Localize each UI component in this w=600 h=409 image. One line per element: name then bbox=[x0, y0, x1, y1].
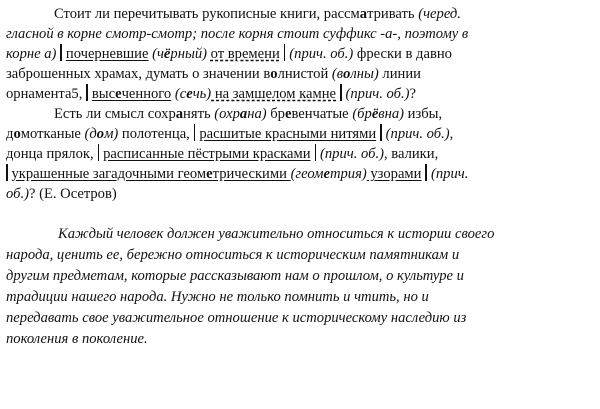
phrase-boundary-bar bbox=[425, 164, 427, 181]
text-run: избы, bbox=[404, 106, 443, 122]
dependent-words: на замшелом камне bbox=[211, 86, 337, 102]
comment-text: чь) bbox=[192, 86, 212, 102]
text-line bbox=[6, 84, 594, 104]
text-line bbox=[6, 144, 594, 164]
stressed-vowel: ё bbox=[163, 46, 171, 62]
text-line bbox=[6, 184, 594, 204]
comment-text: лны) bbox=[350, 66, 379, 82]
text-line: поколения в поколение. bbox=[6, 331, 148, 347]
participial-phrase: узорами bbox=[366, 166, 422, 182]
participle-word: почерневшие bbox=[65, 46, 149, 62]
comment-text: гласной в корне смотр-смотр; после корня стоит суффикс -а-, поэтому в bbox=[6, 26, 469, 42]
phrase-type-note: (прич. об.) bbox=[345, 86, 410, 102]
stressed-vowel: е bbox=[186, 86, 193, 102]
text-run: д bbox=[6, 126, 14, 142]
phrase-boundary-bar bbox=[86, 84, 88, 101]
comment-text: (охр bbox=[214, 106, 240, 122]
comment-text: корне а) bbox=[6, 46, 57, 62]
text-line: передавать свое уважительное отношение к историческому наследию из bbox=[6, 310, 467, 326]
phrase-type-note: (прич. об.) bbox=[289, 46, 354, 62]
text-line bbox=[6, 104, 594, 124]
stressed-vowel: о bbox=[343, 66, 351, 82]
text-run: донца прялок, bbox=[6, 146, 94, 162]
participial-phrase: украшенные загадочными геом bbox=[11, 166, 207, 182]
phrase-boundary-bar bbox=[380, 124, 382, 141]
participle-word: ченного bbox=[121, 86, 172, 102]
text-run: бр bbox=[266, 106, 285, 122]
text-run: полотенца, bbox=[118, 126, 190, 142]
text-line: другим предметам, которые рассказывают нам о прошлом, о культуре и bbox=[6, 268, 464, 284]
stressed-vowel: а bbox=[175, 106, 184, 122]
text-run: линии bbox=[378, 66, 421, 82]
text-run: , bbox=[449, 126, 454, 142]
text-run: Стоит ли перечитывать рукописные книги, рассм bbox=[54, 6, 360, 22]
phrase-type-note: (прич. об.) bbox=[385, 126, 450, 142]
participial-phrase: расшитые красными нитями bbox=[199, 126, 377, 142]
stressed-vowel: о bbox=[96, 126, 105, 142]
text-line: традиции нашего народа. Нужно не только помнить и чтить, но и bbox=[6, 289, 429, 305]
stressed-vowel: е bbox=[115, 86, 122, 102]
stressed-vowel: е bbox=[323, 166, 330, 182]
comment-text: на) bbox=[247, 106, 267, 122]
comment-text: (геом bbox=[290, 166, 324, 182]
phrase-type-note: (прич. об.) bbox=[320, 146, 384, 162]
text-run: нять bbox=[183, 106, 215, 122]
text-run: лнистой bbox=[277, 66, 332, 82]
text-run: орнамента5, bbox=[6, 86, 83, 102]
participle-word: выс bbox=[91, 86, 116, 102]
comment-text: трия) bbox=[329, 166, 367, 182]
comment-text: (с bbox=[171, 86, 187, 102]
text-line bbox=[6, 4, 594, 24]
comment-text: (в bbox=[331, 66, 344, 82]
stressed-vowel: ё bbox=[371, 106, 379, 122]
text-line bbox=[6, 164, 594, 184]
comment-text: (бр bbox=[352, 106, 372, 122]
text-run: Есть ли смысл сохр bbox=[54, 106, 176, 122]
paragraph-3 bbox=[6, 224, 594, 350]
text-run: фрески в давно bbox=[353, 46, 452, 62]
paragraph-1 bbox=[6, 4, 594, 104]
comment-text: (д bbox=[84, 126, 97, 142]
dependent-words: от времени bbox=[210, 46, 280, 62]
phrase-boundary-bar bbox=[315, 144, 317, 161]
participial-phrase: трическими bbox=[212, 166, 291, 182]
author-attribution: ? (Е. Осетров) bbox=[28, 186, 117, 202]
comment-text: (ч bbox=[148, 46, 164, 62]
phrase-boundary-bar bbox=[6, 164, 8, 181]
text-run: заброшенных храмах, думать о значении в bbox=[6, 66, 271, 82]
text-line bbox=[6, 64, 594, 84]
text-run: , валики, bbox=[383, 146, 439, 162]
stressed-vowel: а bbox=[239, 106, 248, 122]
phrase-boundary-bar bbox=[284, 44, 286, 61]
text-run: ? bbox=[409, 86, 416, 102]
phrase-boundary-bar bbox=[340, 84, 342, 101]
stressed-vowel: о bbox=[270, 66, 278, 82]
text-run: венчатые bbox=[291, 106, 353, 122]
phrase-boundary-bar bbox=[194, 124, 196, 141]
text-run: мотканые bbox=[20, 126, 85, 142]
comment-text: рный) bbox=[170, 46, 211, 62]
stressed-vowel: о bbox=[13, 126, 21, 142]
phrase-type-note: (прич. bbox=[430, 166, 469, 182]
comment-text: (черед. bbox=[418, 6, 461, 22]
stressed-vowel: е bbox=[206, 166, 213, 182]
paragraph-2 bbox=[6, 104, 594, 204]
text-line bbox=[6, 44, 594, 64]
stressed-vowel: а bbox=[359, 6, 368, 22]
participial-phrase: расписанные пёстрыми красками bbox=[103, 146, 311, 162]
phrase-boundary-bar bbox=[98, 144, 100, 161]
comment-text: вна) bbox=[378, 106, 405, 122]
phrase-type-note: об.) bbox=[6, 186, 29, 202]
paragraph-gap bbox=[6, 204, 594, 224]
comment-text: м) bbox=[104, 126, 119, 142]
text-line bbox=[6, 124, 594, 144]
stressed-vowel: е bbox=[284, 106, 292, 122]
phrase-boundary-bar bbox=[60, 44, 62, 61]
text-line: Каждый человек должен уважительно относиться к истории своего bbox=[58, 226, 495, 242]
text-line bbox=[6, 24, 594, 44]
text-run: тривать bbox=[367, 6, 419, 22]
text-line: народа, ценить ее, бережно относиться к историческим памятникам и bbox=[6, 247, 460, 263]
